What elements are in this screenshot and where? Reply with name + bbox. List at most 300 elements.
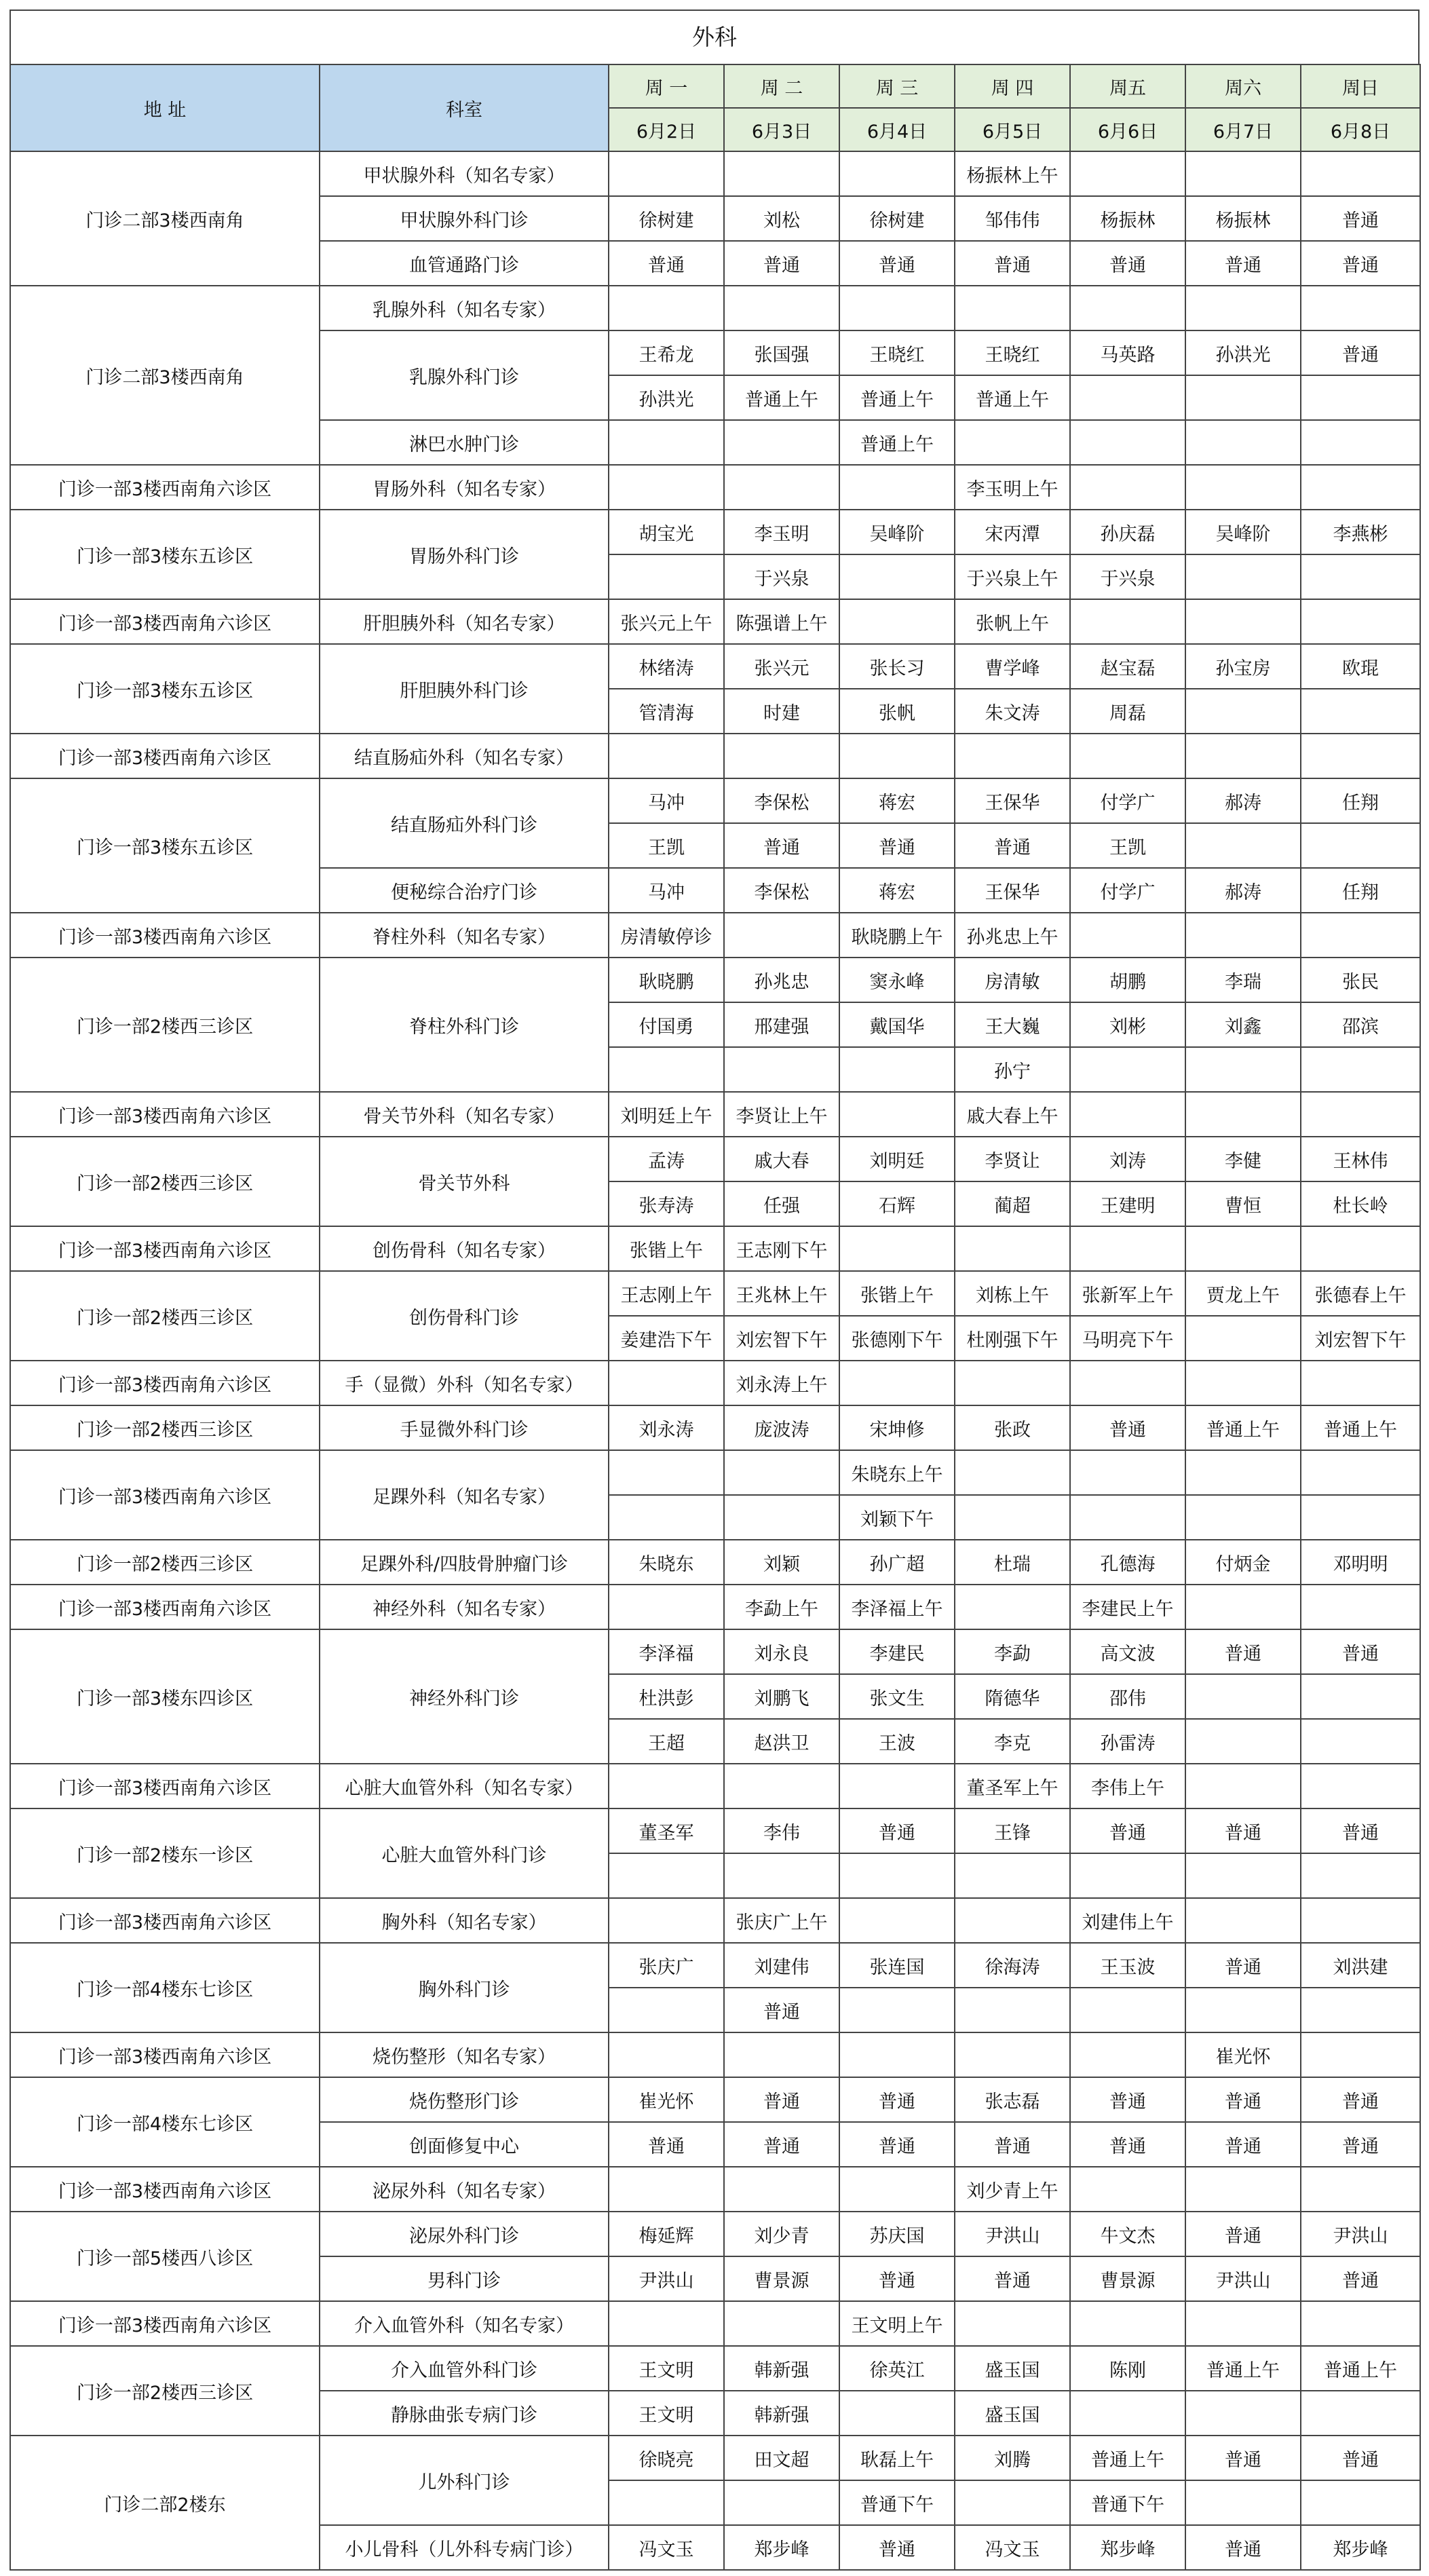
doctor-cell: 普通 xyxy=(724,2122,839,2167)
department-cell: 创面修复中心 xyxy=(320,2122,609,2167)
doctor-cell xyxy=(609,2480,724,2525)
doctor-cell xyxy=(1070,2301,1185,2346)
doctor-cell: 刘颖 xyxy=(724,1540,839,1585)
doctor-cell xyxy=(1070,1092,1185,1137)
doctor-cell: 张志磊 xyxy=(955,2077,1070,2122)
schedule-row xyxy=(10,2167,1420,2212)
doctor-cell xyxy=(609,420,724,465)
doctor-cell: 王文明 xyxy=(609,2391,724,2436)
doctor-cell: 朱晓东上午 xyxy=(839,1450,955,1495)
doctor-cell xyxy=(839,1047,955,1092)
schedule-row xyxy=(10,734,1420,778)
doctor-cell: 普通 xyxy=(839,2077,955,2122)
doctor-cell xyxy=(1185,375,1301,420)
doctor-cell: 王凯 xyxy=(609,823,724,868)
doctor-cell: 邢建强 xyxy=(724,1002,839,1047)
doctor-cell xyxy=(955,1495,1070,1540)
doctor-cell xyxy=(1070,734,1185,778)
address-cell: 门诊一部3楼东四诊区 xyxy=(10,1629,320,1764)
doctor-cell xyxy=(1301,689,1420,734)
doctor-cell xyxy=(1070,599,1185,644)
doctor-cell: 刘永涛上午 xyxy=(724,1361,839,1405)
doctor-cell: 孙庆磊 xyxy=(1070,510,1185,554)
department-cell: 甲状腺外科门诊 xyxy=(320,196,609,241)
doctor-cell: 郝涛 xyxy=(1185,778,1301,823)
doctor-cell xyxy=(1301,734,1420,778)
doctor-cell: 管清海 xyxy=(609,689,724,734)
address-cell: 门诊一部2楼西三诊区 xyxy=(10,1405,320,1450)
address-cell: 门诊一部4楼东七诊区 xyxy=(10,2077,320,2167)
doctor-cell: 孙雷涛 xyxy=(1070,1719,1185,1764)
doctor-cell: 盛玉国 xyxy=(955,2346,1070,2391)
doctor-cell: 韩新强 xyxy=(724,2346,839,2391)
doctor-cell: 戚大春上午 xyxy=(955,1092,1070,1137)
doctor-cell: 尹洪山 xyxy=(1185,2256,1301,2301)
doctor-cell: 蒋宏 xyxy=(839,868,955,913)
doctor-cell xyxy=(1301,286,1420,330)
doctor-cell: 刘栋上午 xyxy=(955,1271,1070,1316)
doctor-cell xyxy=(1185,554,1301,599)
doctor-cell: 普通 xyxy=(955,241,1070,286)
department-cell: 小儿骨科（儿外科专病门诊） xyxy=(320,2525,609,2570)
doctor-cell: 普通 xyxy=(839,2256,955,2301)
doctor-cell: 邵伟 xyxy=(1070,1674,1185,1719)
doctor-cell: 张兴元上午 xyxy=(609,599,724,644)
doctor-cell: 王晓红 xyxy=(839,330,955,375)
doctor-cell xyxy=(1070,1226,1185,1271)
doctor-cell xyxy=(839,1853,955,1898)
doctor-cell xyxy=(609,1764,724,1808)
doctor-cell: 赵洪卫 xyxy=(724,1719,839,1764)
doctor-cell xyxy=(1070,1450,1185,1495)
department-cell: 胃肠外科门诊 xyxy=(320,510,609,599)
doctor-cell xyxy=(955,1226,1070,1271)
doctor-cell xyxy=(1185,1898,1301,1943)
doctor-cell: 刘宏智下午 xyxy=(1301,1316,1420,1361)
address-cell: 门诊一部3楼西南角六诊区 xyxy=(10,2032,320,2077)
doctor-cell xyxy=(1301,1585,1420,1629)
date-header: 6月7日 xyxy=(1185,108,1301,151)
doctor-cell: 普通上午 xyxy=(1070,2436,1185,2480)
doctor-cell xyxy=(1185,2301,1301,2346)
doctor-cell xyxy=(839,286,955,330)
doctor-cell: 刘建伟 xyxy=(724,1943,839,1988)
doctor-cell: 于兴泉 xyxy=(1070,554,1185,599)
schedule-row xyxy=(10,1629,1420,1674)
doctor-cell: 张锴上午 xyxy=(609,1226,724,1271)
doctor-cell: 徐晓亮 xyxy=(609,2436,724,2480)
schedule-row xyxy=(10,644,1420,689)
doctor-cell: 周磊 xyxy=(1070,689,1185,734)
doctor-cell xyxy=(609,734,724,778)
doctor-cell: 张民 xyxy=(1301,958,1420,1002)
doctor-cell xyxy=(724,2480,839,2525)
doctor-cell xyxy=(1185,734,1301,778)
doctor-cell xyxy=(839,1092,955,1137)
doctor-cell xyxy=(839,2391,955,2436)
doctor-cell xyxy=(1185,151,1301,196)
doctor-cell: 张庆广 xyxy=(609,1943,724,1988)
department-cell: 手显微外科门诊 xyxy=(320,1405,609,1450)
schedule-row xyxy=(10,1092,1420,1137)
doctor-cell: 郑步峰 xyxy=(724,2525,839,2570)
doctor-cell: 苏庆国 xyxy=(839,2212,955,2256)
doctor-cell: 朱文涛 xyxy=(955,689,1070,734)
doctor-cell xyxy=(955,2480,1070,2525)
address-cell: 门诊一部2楼东一诊区 xyxy=(10,1808,320,1898)
doctor-cell xyxy=(609,1450,724,1495)
doctor-cell: 庞波涛 xyxy=(724,1405,839,1450)
doctor-cell xyxy=(955,1988,1070,2032)
address-cell: 门诊一部4楼东七诊区 xyxy=(10,1943,320,2032)
department-cell: 胸外科（知名专家） xyxy=(320,1898,609,1943)
department-cell: 足踝外科（知名专家） xyxy=(320,1450,609,1540)
doctor-cell: 杜洪彭 xyxy=(609,1674,724,1719)
doctor-cell: 窦永峰 xyxy=(839,958,955,1002)
doctor-cell: 张连国 xyxy=(839,1943,955,1988)
doctor-cell: 普通 xyxy=(839,2525,955,2570)
address-cell: 门诊一部3楼西南角六诊区 xyxy=(10,2301,320,2346)
doctor-cell: 姜建浩下午 xyxy=(609,1316,724,1361)
doctor-cell xyxy=(609,1988,724,2032)
doctor-cell: 王希龙 xyxy=(609,330,724,375)
doctor-cell: 普通 xyxy=(1185,1943,1301,1988)
doctor-cell: 王建明 xyxy=(1070,1181,1185,1226)
doctor-cell xyxy=(839,465,955,510)
doctor-cell xyxy=(1301,1988,1420,2032)
doctor-cell: 普通 xyxy=(1301,196,1420,241)
address-cell: 门诊一部2楼西三诊区 xyxy=(10,1540,320,1585)
doctor-cell: 张锴上午 xyxy=(839,1271,955,1316)
address-cell: 门诊二部3楼西南角 xyxy=(10,286,320,465)
doctor-cell: 李伟 xyxy=(724,1808,839,1853)
department-cell: 神经外科（知名专家） xyxy=(320,1585,609,1629)
doctor-cell: 王波 xyxy=(839,1719,955,1764)
department-cell: 结直肠疝外科门诊 xyxy=(320,778,609,868)
doctor-cell: 李贤让上午 xyxy=(724,1092,839,1137)
doctor-cell: 高文波 xyxy=(1070,1629,1185,1674)
doctor-cell xyxy=(609,554,724,599)
doctor-cell xyxy=(724,913,839,958)
doctor-cell xyxy=(609,1585,724,1629)
doctor-cell xyxy=(724,2032,839,2077)
doctor-cell xyxy=(1185,2391,1301,2436)
doctor-cell: 李建民 xyxy=(839,1629,955,1674)
department-cell: 创伤骨科门诊 xyxy=(320,1271,609,1361)
doctor-cell: 邵滨 xyxy=(1301,1002,1420,1047)
doctor-cell: 普通 xyxy=(1185,2525,1301,2570)
doctor-cell: 刘明廷 xyxy=(839,1137,955,1181)
schedule-row xyxy=(10,2077,1420,2122)
doctor-cell: 李贤让 xyxy=(955,1137,1070,1181)
doctor-cell: 王晓红 xyxy=(955,330,1070,375)
doctor-cell: 普通 xyxy=(1301,330,1420,375)
address-cell: 门诊一部3楼西南角六诊区 xyxy=(10,1764,320,1808)
schedule-row xyxy=(10,1943,1420,1988)
doctor-cell xyxy=(724,2167,839,2212)
doctor-cell: 石辉 xyxy=(839,1181,955,1226)
doctor-cell xyxy=(724,465,839,510)
doctor-cell: 戚大春 xyxy=(724,1137,839,1181)
doctor-cell: 冯文玉 xyxy=(955,2525,1070,2570)
doctor-cell: 于兴泉 xyxy=(724,554,839,599)
doctor-cell: 付学广 xyxy=(1070,868,1185,913)
doctor-cell xyxy=(1301,2301,1420,2346)
doctor-cell xyxy=(839,1988,955,2032)
doctor-cell xyxy=(955,1450,1070,1495)
doctor-cell xyxy=(1185,2167,1301,2212)
doctor-cell: 付炳金 xyxy=(1185,1540,1301,1585)
doctor-cell xyxy=(1185,599,1301,644)
department-cell: 烧伤整形门诊 xyxy=(320,2077,609,2122)
doctor-cell: 普通 xyxy=(724,2077,839,2122)
doctor-cell: 刘涛 xyxy=(1070,1137,1185,1181)
department-cell: 创伤骨科（知名专家） xyxy=(320,1226,609,1271)
schedule-row xyxy=(10,1226,1420,1271)
doctor-cell: 王凯 xyxy=(1070,823,1185,868)
doctor-cell xyxy=(609,286,724,330)
schedule-sheet xyxy=(9,10,1420,2571)
doctor-cell xyxy=(839,599,955,644)
weekday-header: 周 四 xyxy=(955,64,1070,108)
doctor-cell: 普通上午 xyxy=(724,375,839,420)
doctor-cell: 李泽福 xyxy=(609,1629,724,1674)
doctor-cell xyxy=(1070,375,1185,420)
doctor-cell: 普通 xyxy=(955,823,1070,868)
doctor-cell xyxy=(1070,151,1185,196)
doctor-cell: 吴峰阶 xyxy=(839,510,955,554)
schedule-row xyxy=(10,2346,1420,2391)
doctor-cell: 韩新强 xyxy=(724,2391,839,2436)
address-cell: 门诊一部3楼西南角六诊区 xyxy=(10,2167,320,2212)
doctor-cell: 孙宝房 xyxy=(1185,644,1301,689)
doctor-cell: 贾龙上午 xyxy=(1185,1271,1301,1316)
doctor-cell xyxy=(609,1495,724,1540)
doctor-cell xyxy=(839,1226,955,1271)
doctor-cell: 马英路 xyxy=(1070,330,1185,375)
doctor-cell xyxy=(839,2032,955,2077)
weekday-header: 周日 xyxy=(1301,64,1420,108)
doctor-cell: 曹景源 xyxy=(1070,2256,1185,2301)
doctor-cell: 曹景源 xyxy=(724,2256,839,2301)
doctor-cell: 普通 xyxy=(1070,241,1185,286)
doctor-cell: 普通 xyxy=(1070,1405,1185,1450)
doctor-cell: 张新军上午 xyxy=(1070,1271,1185,1316)
doctor-cell: 普通 xyxy=(1301,1808,1420,1853)
doctor-cell: 宋坤修 xyxy=(839,1405,955,1450)
doctor-cell: 陈刚 xyxy=(1070,2346,1185,2391)
doctor-cell: 冯文玉 xyxy=(609,2525,724,2570)
doctor-cell xyxy=(1070,1988,1185,2032)
doctor-cell: 杜长岭 xyxy=(1301,1181,1420,1226)
doctor-cell xyxy=(839,1764,955,1808)
doctor-cell: 林绪涛 xyxy=(609,644,724,689)
address-cell: 门诊一部3楼西南角六诊区 xyxy=(10,1361,320,1405)
department-cell: 胃肠外科（知名专家） xyxy=(320,465,609,510)
doctor-cell: 李保松 xyxy=(724,778,839,823)
doctor-cell: 普通 xyxy=(1185,2212,1301,2256)
doctor-cell: 刘明廷上午 xyxy=(609,1092,724,1137)
doctor-cell xyxy=(955,1853,1070,1898)
weekday-header: 周 二 xyxy=(724,64,839,108)
department-cell: 介入血管外科门诊 xyxy=(320,2346,609,2391)
doctor-cell xyxy=(1185,1719,1301,1764)
doctor-cell xyxy=(1185,2480,1301,2525)
doctor-cell xyxy=(1301,2032,1420,2077)
doctor-cell: 郑步峰 xyxy=(1070,2525,1185,2570)
doctor-cell: 李健 xyxy=(1185,1137,1301,1181)
doctor-cell xyxy=(724,1495,839,1540)
department-cell: 手（显微）外科（知名专家） xyxy=(320,1361,609,1405)
doctor-cell xyxy=(839,151,955,196)
sheet-title: 外科 xyxy=(9,10,1420,64)
doctor-cell: 李勐上午 xyxy=(724,1585,839,1629)
doctor-cell xyxy=(1070,1361,1185,1405)
schedule-row xyxy=(10,913,1420,958)
doctor-cell xyxy=(1185,1092,1301,1137)
address-cell: 门诊一部5楼西八诊区 xyxy=(10,2212,320,2301)
doctor-cell: 董圣军上午 xyxy=(955,1764,1070,1808)
doctor-cell: 孙宁 xyxy=(955,1047,1070,1092)
address-cell: 门诊二部3楼西南角 xyxy=(10,151,320,286)
doctor-cell: 普通 xyxy=(1301,241,1420,286)
address-cell: 门诊一部3楼西南角六诊区 xyxy=(10,1226,320,1271)
address-cell: 门诊一部3楼西南角六诊区 xyxy=(10,599,320,644)
doctor-cell xyxy=(1185,1853,1301,1898)
doctor-cell xyxy=(1185,1226,1301,1271)
doctor-cell: 普通 xyxy=(839,823,955,868)
doctor-cell xyxy=(955,286,1070,330)
doctor-cell xyxy=(1185,1450,1301,1495)
weekday-row xyxy=(10,64,1420,108)
doctor-cell: 杨振林 xyxy=(1070,196,1185,241)
doctor-cell: 李保松 xyxy=(724,868,839,913)
doctor-cell xyxy=(724,1764,839,1808)
doctor-cell: 隋德华 xyxy=(955,1674,1070,1719)
doctor-cell: 王大巍 xyxy=(955,1002,1070,1047)
doctor-cell: 刘洪建 xyxy=(1301,1943,1420,1988)
doctor-cell xyxy=(1185,1361,1301,1405)
doctor-cell: 王兆林上午 xyxy=(724,1271,839,1316)
schedule-row xyxy=(10,1271,1420,1316)
doctor-cell: 王超 xyxy=(609,1719,724,1764)
doctor-cell xyxy=(839,734,955,778)
department-cell: 便秘综合治疗门诊 xyxy=(320,868,609,913)
doctor-cell: 曹学峰 xyxy=(955,644,1070,689)
doctor-cell: 普通上午 xyxy=(1301,2346,1420,2391)
doctor-cell: 普通 xyxy=(1301,2122,1420,2167)
doctor-cell xyxy=(609,2301,724,2346)
department-cell: 泌尿外科（知名专家） xyxy=(320,2167,609,2212)
doctor-cell: 张长习 xyxy=(839,644,955,689)
department-cell: 脊柱外科门诊 xyxy=(320,958,609,1092)
department-cell: 心脏大血管外科（知名专家） xyxy=(320,1764,609,1808)
doctor-cell: 孙广超 xyxy=(839,1540,955,1585)
doctor-cell: 于兴泉上午 xyxy=(955,554,1070,599)
doctor-cell: 普通上午 xyxy=(839,420,955,465)
doctor-cell xyxy=(955,1585,1070,1629)
schedule-row xyxy=(10,151,1420,196)
doctor-cell: 孙兆忠上午 xyxy=(955,913,1070,958)
doctor-cell: 普通 xyxy=(1185,241,1301,286)
doctor-cell xyxy=(724,1047,839,1092)
doctor-cell xyxy=(1301,1047,1420,1092)
address-cell: 门诊一部2楼西三诊区 xyxy=(10,1137,320,1226)
doctor-cell: 普通 xyxy=(609,2122,724,2167)
doctor-cell: 耿晓鹏 xyxy=(609,958,724,1002)
department-cell: 男科门诊 xyxy=(320,2256,609,2301)
doctor-cell: 胡宝光 xyxy=(609,510,724,554)
doctor-cell: 刘颖下午 xyxy=(839,1495,955,1540)
doctor-cell: 王文明 xyxy=(609,2346,724,2391)
weekday-header: 周 一 xyxy=(609,64,724,108)
date-header: 6月6日 xyxy=(1070,108,1185,151)
doctor-cell xyxy=(609,1853,724,1898)
doctor-cell: 王志刚下午 xyxy=(724,1226,839,1271)
schedule-row xyxy=(10,1405,1420,1450)
doctor-cell: 房清敏停诊 xyxy=(609,913,724,958)
doctor-cell: 蔺超 xyxy=(955,1181,1070,1226)
address-cell: 门诊一部2楼西三诊区 xyxy=(10,2346,320,2436)
doctor-cell xyxy=(1301,420,1420,465)
department-cell: 甲状腺外科（知名专家） xyxy=(320,151,609,196)
doctor-cell: 李伟上午 xyxy=(1070,1764,1185,1808)
doctor-cell: 吴峰阶 xyxy=(1185,510,1301,554)
doctor-cell: 尹洪山 xyxy=(1301,2212,1420,2256)
doctor-cell: 郑步峰 xyxy=(1301,2525,1420,2570)
doctor-cell xyxy=(1070,2032,1185,2077)
doctor-cell: 普通 xyxy=(1070,1808,1185,1853)
schedule-table xyxy=(9,64,1421,2571)
schedule-row xyxy=(10,1137,1420,1181)
doctor-cell: 欧琨 xyxy=(1301,644,1420,689)
date-header: 6月2日 xyxy=(609,108,724,151)
address-cell: 门诊一部3楼西南角六诊区 xyxy=(10,465,320,510)
date-header: 6月8日 xyxy=(1301,108,1420,151)
doctor-cell xyxy=(1185,913,1301,958)
doctor-cell: 普通上午 xyxy=(1185,2346,1301,2391)
doctor-cell: 李燕彬 xyxy=(1301,510,1420,554)
doctor-cell: 普通 xyxy=(1301,2436,1420,2480)
doctor-cell xyxy=(1301,913,1420,958)
doctor-cell: 刘腾 xyxy=(955,2436,1070,2480)
doctor-cell xyxy=(1301,1898,1420,1943)
schedule-row xyxy=(10,778,1420,823)
doctor-cell: 张国强 xyxy=(724,330,839,375)
address-cell: 门诊一部3楼西南角六诊区 xyxy=(10,1450,320,1540)
doctor-cell: 孔德海 xyxy=(1070,1540,1185,1585)
doctor-cell xyxy=(1301,1719,1420,1764)
schedule-row xyxy=(10,510,1420,554)
doctor-cell: 王保华 xyxy=(955,778,1070,823)
doctor-cell: 普通 xyxy=(1301,2256,1420,2301)
doctor-cell: 徐海涛 xyxy=(955,1943,1070,1988)
address-cell: 门诊一部2楼西三诊区 xyxy=(10,1271,320,1361)
doctor-cell: 蒋宏 xyxy=(839,778,955,823)
doctor-cell xyxy=(955,1361,1070,1405)
doctor-cell: 杜刚强下午 xyxy=(955,1316,1070,1361)
doctor-cell: 马明亮下午 xyxy=(1070,1316,1185,1361)
doctor-cell xyxy=(839,1898,955,1943)
doctor-cell: 刘鑫 xyxy=(1185,1002,1301,1047)
doctor-cell xyxy=(1301,2167,1420,2212)
doctor-cell: 普通 xyxy=(1070,2077,1185,2122)
department-cell: 静脉曲张专病门诊 xyxy=(320,2391,609,2436)
doctor-cell: 李瑞 xyxy=(1185,958,1301,1002)
doctor-cell xyxy=(1185,465,1301,510)
doctor-cell: 王保华 xyxy=(955,868,1070,913)
doctor-cell xyxy=(1185,1674,1301,1719)
